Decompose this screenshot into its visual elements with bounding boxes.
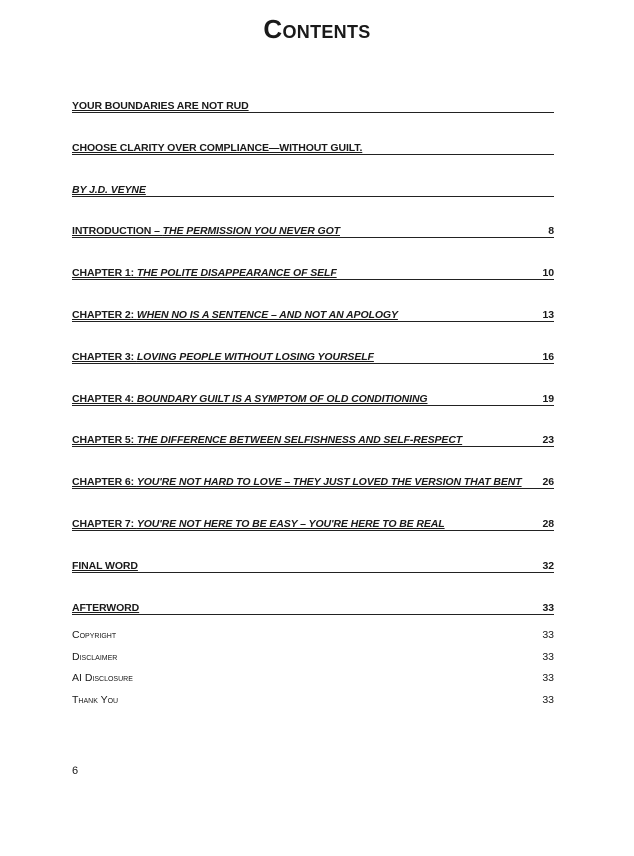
toc-entry-title: YOU'RE NOT HARD TO LOVE – THEY JUST LOVED THE VERSION THAT BENT [136, 476, 522, 489]
toc-entry-page: 28 [542, 517, 554, 530]
toc-entry-label [72, 434, 462, 446]
toc-entry-byline[interactable] [72, 182, 554, 197]
toc-entry-prefix: CHAPTER 6: [72, 476, 137, 489]
toc-minor-ai-disclosure[interactable] [72, 671, 554, 693]
page-title: Contents [263, 14, 371, 44]
toc-minor-label: Copyright [72, 629, 117, 641]
toc-entry-chapter-4[interactable] [72, 391, 554, 406]
toc-entry-chapter-6[interactable] [72, 474, 554, 489]
toc-entry-label: FINAL WORD [72, 559, 138, 572]
toc-minor-copyright[interactable] [72, 628, 554, 650]
toc-entry-title: LOVING PEOPLE WITHOUT LOSING YOURSELF [136, 350, 374, 363]
toc-entry-subtitle[interactable] [72, 140, 554, 155]
toc-minor-label: Disclaimer [72, 650, 118, 663]
toc-entry-prefix: CHAPTER 5: [72, 434, 137, 447]
toc-entry-title: YOU'RE NOT HERE TO BE EASY – YOU'RE HERE TO BE REAL [136, 517, 445, 530]
toc-entry-final-word[interactable] [72, 558, 554, 573]
toc-entry-label [72, 309, 398, 321]
toc-minor-label: Thank You [72, 693, 119, 706]
toc-entry-page: 33 [542, 601, 554, 614]
toc-entry-page: 19 [542, 392, 554, 405]
toc-entry-prefix: INTRODUCTION – [72, 225, 163, 238]
page-number: 6 [72, 765, 79, 777]
toc-entry-label [72, 267, 337, 279]
toc-minor-page: 33 [542, 629, 554, 641]
toc-minor-page: 33 [542, 650, 554, 663]
toc-entry-title: THE PERMISSION YOU NEVER GOT [162, 225, 340, 238]
toc-entry-afterword[interactable] [72, 600, 554, 615]
toc-entry-chapter-7[interactable] [72, 516, 554, 531]
toc-entry-chapter-2[interactable] [72, 307, 554, 322]
toc-entry-label [72, 225, 340, 237]
toc-entry-label [72, 393, 428, 405]
toc-entry-label [72, 351, 374, 363]
toc-entry-label [72, 476, 522, 488]
toc-entry-label: YOUR BOUNDARIES ARE NOT RUD [72, 100, 249, 112]
toc-entry-title: THE POLITE DISAPPEARANCE OF SELF [136, 267, 337, 280]
toc-entry-book-title[interactable] [72, 98, 554, 113]
toc-minor-page: 33 [542, 672, 554, 685]
toc-entry-page: 32 [542, 559, 554, 572]
toc-entry-label [72, 518, 445, 530]
toc-entry-introduction[interactable] [72, 223, 554, 238]
toc-entry-prefix: CHAPTER 4: [72, 392, 137, 405]
toc-entry-prefix: CHAPTER 3: [72, 350, 137, 363]
toc-minor-label: AI Disclosure [72, 672, 133, 685]
toc-entry-chapter-5[interactable] [72, 432, 554, 447]
table-of-contents [72, 98, 554, 641]
toc-entry-label: CHOOSE CLARITY OVER COMPLIANCE—WITHOUT GUILT. [72, 141, 363, 154]
toc-entry-page: 10 [542, 267, 554, 280]
toc-entry-page: 26 [542, 476, 554, 489]
toc-entry-chapter-3[interactable] [72, 349, 554, 364]
toc-minor-page: 33 [542, 693, 554, 706]
toc-entry-label: BY J.D. VEYNE [72, 183, 146, 196]
table-of-contents-minor [72, 628, 554, 714]
toc-entry-label: AFTERWORD [72, 601, 140, 614]
toc-entry-page: 23 [542, 434, 554, 447]
toc-entry-prefix: CHAPTER 1: [72, 267, 137, 280]
toc-entry-page: 16 [542, 350, 554, 363]
toc-entry-prefix: CHAPTER 2: [72, 308, 137, 321]
toc-entry-page: 13 [542, 308, 554, 321]
toc-minor-disclaimer[interactable] [72, 650, 554, 672]
toc-entry-title: BOUNDARY GUILT IS A SYMPTOM OF OLD CONDITIONING [136, 392, 428, 405]
toc-entry-title: THE DIFFERENCE BETWEEN SELFISHNESS AND SELF-RESPECT [136, 434, 463, 447]
toc-minor-thank-you[interactable] [72, 693, 554, 715]
toc-entry-page: 8 [548, 225, 554, 238]
toc-entry-prefix: CHAPTER 7: [72, 517, 137, 530]
toc-entry-title: WHEN NO IS A SENTENCE – AND NOT AN APOLOGY [136, 308, 398, 321]
toc-entry-chapter-1[interactable] [72, 265, 554, 280]
